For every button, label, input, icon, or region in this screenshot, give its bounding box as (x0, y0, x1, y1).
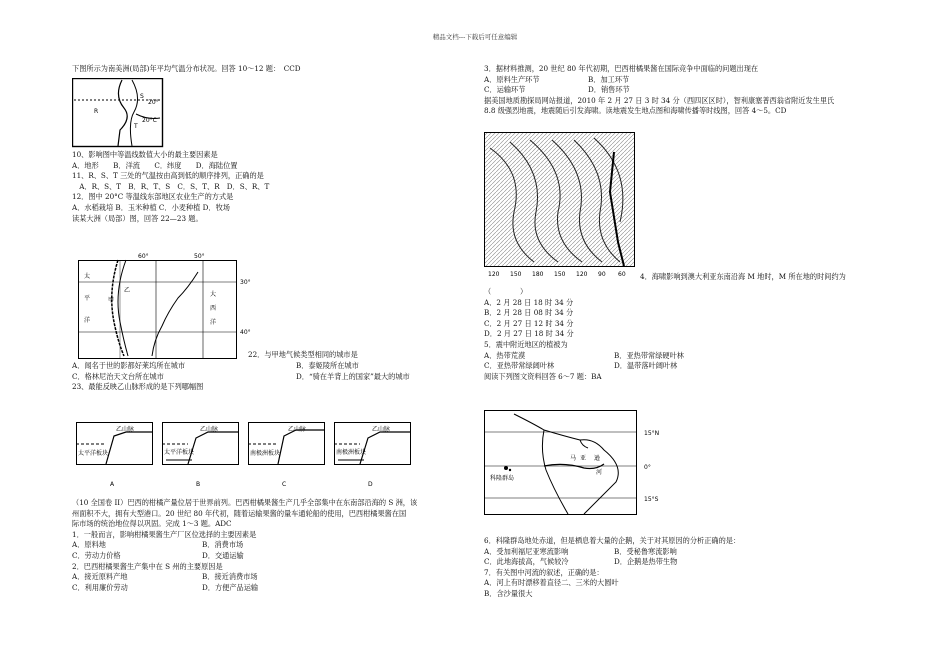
quake-intro-1: 据美国地质勘探局网站报道，2010 年 2 月 27 日 3 时 34 分（西四区区时），智利康塞普西翁省附近发生里氏 (484, 95, 835, 105)
plate-diagram-set (76, 420, 456, 492)
diagram-b-plate: 太平洋板块 (164, 449, 195, 456)
q3: 3．据材料推测，20 世纪 80 年代初期，巴西柑橘果酱在国际竞争中面临的问题出现在 (484, 64, 759, 73)
map2-pac-2: 平 (84, 295, 91, 302)
q2-d: D．方便产品运输 (202, 582, 259, 592)
map4-r4: 河 (596, 469, 603, 476)
questions-4-5 (484, 287, 684, 382)
questions-10-12 (72, 150, 269, 224)
intro-22-23: 读某大洲（局部）图，回答 22—23 题。 (72, 213, 203, 223)
q1-c: C．劳动力价格 (72, 550, 121, 560)
q4: 4．海啸影响到澳大利亚东南沿海 M 地时，M 所在地的时间约为 (640, 272, 846, 281)
q6-a: A．受加利福尼亚寒流影响 (484, 546, 569, 556)
map4-r2: 亚 (580, 455, 587, 462)
map1-temp: 20°C (142, 117, 157, 124)
q7-a: A．河上有时漂移着直径二、三米的大圆叶 (484, 578, 619, 588)
q10: 10、影响图中等温线数值大小的最主要因素是 (72, 150, 218, 159)
q5-b: B．亚热带常绿硬叶林 (614, 350, 684, 360)
diagram-d-letter: D (368, 481, 373, 488)
tsunami-map-ticks (488, 271, 626, 278)
map2-pac-1: 太 (84, 273, 91, 280)
q4-b: B．2 月 28 日 08 时 34 分 (484, 308, 574, 318)
q12-options: A．水稻栽培 B．玉米种植 C．小麦种植 D．牧场 (72, 202, 230, 212)
map2-atl-2: 西 (210, 305, 217, 312)
q2: 2．巴西柑橘果酱生产集中在 S 州的主要原因是 (72, 561, 223, 571)
q22-stem (248, 350, 358, 361)
diagram-b-letter: B (196, 481, 201, 488)
q6-c: C．此地海拔高，气候较冷 (484, 557, 569, 567)
diagram-a-plate: 太平洋板块 (78, 450, 109, 457)
q22-a: A．闻名于世的影都好莱坞所在城市 (72, 361, 186, 370)
tick-4: 150 (554, 271, 566, 278)
south-america-isotherm-map (72, 78, 164, 148)
plate-diagram-a (76, 423, 153, 489)
plate-diagrams (76, 420, 456, 492)
diagram-c-mtn: 乙山脉 (288, 426, 307, 433)
intro-10-12 (72, 64, 301, 75)
galapagos-map (484, 410, 674, 516)
q2-c: C．利用廉价劳动 (72, 582, 128, 592)
map1-s: S (140, 93, 144, 100)
q2-b: B．接近消费市场 (202, 572, 258, 582)
q3-d: D．销售环节 (588, 85, 630, 95)
q1-b: B．消费市场 (202, 540, 244, 550)
q10-options: A．地形 B．洋流 C．纬度 D．海陆位置 (72, 160, 238, 170)
q22-b: B．泰姬陵所在城市 (296, 361, 359, 370)
q6-d: D．企鹅是热带生物 (614, 557, 678, 567)
q3-a: A．原料生产环节 (484, 74, 540, 84)
plate-diagram-d (334, 423, 411, 489)
questions-6-7 (484, 536, 740, 600)
map1-t: T (134, 123, 138, 130)
q22-c: C．格林尼治天文台所在城市 (72, 371, 164, 381)
plate-diagram-c (248, 423, 325, 489)
map4-island: 科隆群岛 (490, 475, 515, 482)
q22-d: D．“骑在羊背上的国家”最大的城市 (296, 371, 410, 381)
q6-b: B．受秘鲁寒流影响 (614, 546, 677, 556)
diagram-a-mtn: 乙山脉 (116, 426, 135, 433)
q5-c: C．亚热带常绿阔叶林 (484, 361, 555, 371)
map2-lon1: 60° (138, 253, 149, 260)
passage-line1: （10 全国卷 II）巴西的柑橘产量位居于世界前列。巴西柑橘果酱生产几乎全部集中在东南部沿海的 S 洲，该 (72, 498, 418, 507)
q7-b: B．含沙量很大 (484, 588, 533, 598)
diagram-d-plate: 南极洲板块 (336, 449, 367, 456)
intro-text: 下图所示为南美洲(局部)年平均气温分布状况。回答 10～12 题： CCD (72, 64, 301, 73)
map4-n15: 15°N (644, 430, 660, 437)
map4-s15: 15°S (644, 496, 659, 503)
map2-atl-1: 大 (210, 291, 217, 298)
q4-a: A．2 月 28 日 18 时 34 分 (484, 297, 574, 307)
q6: 6．科隆群岛地处赤道，但是栖息着大量的企鹅，关于对其原因的分析正确的是： (484, 536, 741, 545)
q11: 11、R、S、T 三处的气温按由高到低的顺序排列，正确的是 (72, 171, 264, 181)
orange-passage (72, 498, 417, 593)
diagram-a-letter: A (110, 481, 115, 488)
q12: 12．图中 20°C 等温线东部地区农业生产的方式是 (72, 192, 234, 202)
q2-a: A．接近原料产地 (72, 572, 128, 582)
q1-a: A．原料地 (72, 540, 106, 550)
tick-3: 180 (532, 271, 544, 278)
page-header: 精品文档---下载后可任意编辑 (432, 33, 518, 41)
intro-6-7: 阅读下列图文资料回答 6～7 题：BA (484, 371, 602, 381)
q4-d: D．2 月 27 日 18 时 34 分 (484, 329, 574, 339)
tick-1: 120 (488, 271, 500, 278)
tick-5: 120 (576, 271, 588, 278)
q22: 22．与甲地气候类型相同的城市是 (248, 350, 358, 359)
questions-3 (484, 64, 834, 117)
q5-d: D．温带落叶阔叶林 (614, 361, 678, 371)
tick-6: 90 (598, 271, 606, 278)
map2-atl-3: 洋 (210, 319, 217, 326)
q3-c: C．运输环节 (484, 85, 526, 95)
diagram-c-plate: 南极洲板块 (250, 450, 281, 457)
quake-intro-2: 8.8 级强烈地震，地震随后引发海啸。读地震发生地点图和海啸传播等时线图，回答 4～5。CD (484, 106, 787, 116)
q4-c: C．2 月 27 日 12 时 34 分 (484, 318, 574, 328)
diagram-b-mtn: 乙山脉 (200, 426, 219, 433)
tsunami-travel-time-map (484, 132, 636, 278)
map2-jia: 甲 (108, 297, 115, 304)
map2-lon2: 50° (194, 253, 205, 260)
diagram-d-mtn: 乙山脉 (372, 426, 391, 433)
q22-options (72, 361, 410, 393)
map2-pac-3: 洋 (84, 317, 91, 324)
map4-r3: 逊 (594, 455, 601, 462)
tick-2: 150 (510, 271, 522, 278)
tick-7: 60 (618, 271, 626, 278)
map4-eq: 0° (644, 464, 651, 471)
q1: 1．一般而言，影响柑橘果酱生产厂区位选择的主要因素是 (72, 529, 257, 539)
plate-diagram-b (162, 423, 239, 489)
map4-r1: 马 (570, 455, 577, 462)
map2-lat2: 40° (240, 329, 251, 336)
q1-d: D．交通运输 (202, 550, 244, 560)
map2-yi: 乙 (124, 287, 131, 294)
passage-line3: 际市场的统治地位得以巩固。完成 1～3 题。ADC (72, 519, 232, 529)
q4-blank: （ ） (484, 287, 528, 296)
q5: 5．震中附近地区的植被为 (484, 339, 568, 349)
diagram-c-letter: C (282, 481, 287, 488)
q5-a: A．热带荒漠 (484, 350, 526, 360)
passage-line2: 州面积不大，拥有大型港口。20 世纪 80 年代初，随着运输果酱的量车通轮船的使用，巴西柑橘果酱在国 (72, 508, 407, 518)
map2-lat1: 30° (240, 279, 251, 286)
map1-lat: 20° (148, 99, 159, 106)
q3-b: B．加工环节 (588, 74, 630, 84)
q4-stem (640, 272, 846, 283)
continent-map (78, 252, 258, 360)
map1-r: R (94, 108, 99, 115)
q11-options: A．R、S、T B．R、T、S C．S、T、R D．S、R、T (72, 181, 270, 191)
q7: 7．有关图中河流的叙述，正确的是： (484, 567, 604, 577)
q23: 23、最能反映乙山脉形成的是下列哪幅图 (72, 382, 204, 392)
